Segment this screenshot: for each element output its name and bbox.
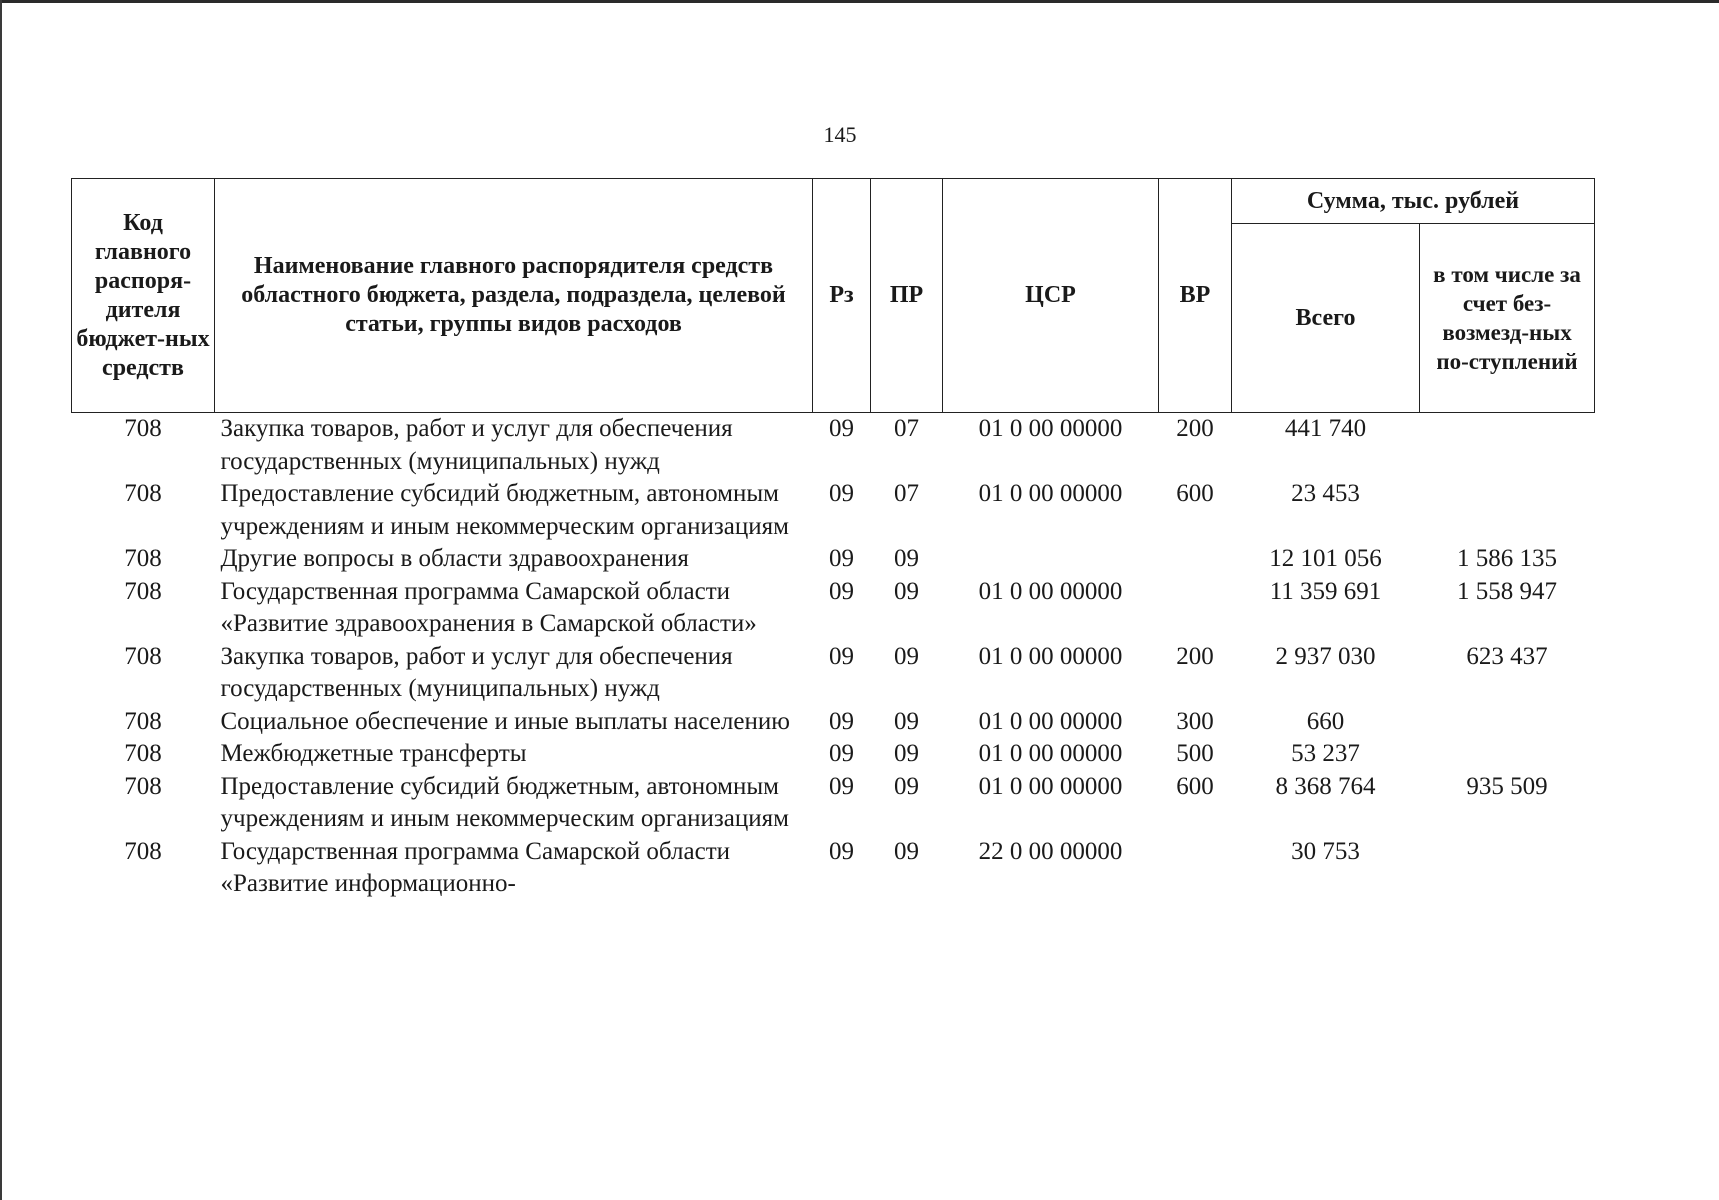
- cell-rz: 09: [829, 415, 854, 442]
- header-csr: ЦСР: [943, 179, 1159, 413]
- table-row: [72, 738, 1595, 771]
- cell-rz: 09: [829, 740, 854, 767]
- scan-border-left: [0, 0, 2, 1200]
- cell-vr: [1159, 836, 1232, 901]
- cell-vr: 200: [1176, 642, 1214, 670]
- cell-code: 708: [124, 577, 162, 605]
- cell-total: 11 359 691: [1269, 577, 1382, 605]
- cell-csr: 01 0 00 00000: [978, 480, 1123, 507]
- cell-csr: 22 0 00 00000: [978, 837, 1123, 865]
- table-row: [72, 771, 1595, 836]
- cell-name: Государственная программа Самарской области «Развитие информационно-: [220, 837, 730, 897]
- cell-name: Межбюджетные трансферты: [220, 740, 527, 767]
- budget-table: [71, 178, 1595, 901]
- header-free: в том числе за счет без-возмезд-ных по-ступлений: [1420, 224, 1595, 413]
- budget-table-container: [71, 178, 1594, 901]
- cell-rz: 09: [829, 480, 854, 507]
- cell-vr: 200: [1176, 415, 1214, 442]
- cell-total: 8 368 764: [1275, 772, 1376, 800]
- cell-rz: 09: [829, 707, 854, 735]
- cell-vr: 600: [1176, 772, 1214, 800]
- page-number: 145: [823, 122, 857, 147]
- cell-code: 708: [124, 642, 162, 670]
- cell-name: Социальное обеспечение и иные выплаты населению: [220, 707, 790, 735]
- table-row: [72, 641, 1595, 706]
- cell-pr: 09: [894, 545, 919, 572]
- cell-pr: 09: [894, 577, 919, 605]
- scan-border-top: [0, 0, 1719, 3]
- cell-pr: 09: [894, 707, 919, 735]
- cell-total: 2 937 030: [1275, 642, 1376, 670]
- cell-pr: 09: [894, 642, 919, 670]
- cell-total: 30 753: [1291, 837, 1360, 865]
- table-header-row: [72, 179, 1595, 224]
- cell-vr: [1159, 543, 1232, 576]
- header-total: Всего: [1232, 224, 1420, 413]
- header-rz: Рз: [813, 179, 871, 413]
- cell-name: Закупка товаров, работ и услуг для обеспечения государственных (муниципальных) нужд: [220, 642, 733, 702]
- cell-free: 1 558 947: [1457, 577, 1557, 605]
- cell-code: 708: [124, 772, 162, 800]
- cell-csr: 01 0 00 00000: [978, 707, 1123, 735]
- cell-name: Закупка товаров, работ и услуг для обеспечения государственных (муниципальных) нужд: [220, 415, 733, 475]
- cell-vr: 500: [1176, 740, 1214, 767]
- cell-name: Другие вопросы в области здравоохранения: [220, 545, 689, 572]
- table-row: [72, 836, 1595, 901]
- cell-rz: 09: [829, 545, 854, 572]
- table-row: [72, 543, 1595, 576]
- cell-free: [1420, 738, 1595, 771]
- cell-csr: 01 0 00 00000: [978, 772, 1123, 800]
- header-sum-group: Сумма, тыс. рублей: [1232, 179, 1595, 224]
- cell-name: Предоставление субсидий бюджетным, автономным учреждениям и иным некоммерческим организациям: [220, 772, 789, 832]
- cell-total: 660: [1306, 707, 1345, 735]
- cell-csr: 01 0 00 00000: [978, 415, 1123, 442]
- cell-total: 12 101 056: [1269, 545, 1382, 572]
- header-pr: ПР: [871, 179, 943, 413]
- cell-csr: 01 0 00 00000: [978, 642, 1123, 670]
- cell-code: 708: [124, 480, 162, 507]
- cell-csr: 01 0 00 00000: [978, 577, 1123, 605]
- cell-rz: 09: [829, 642, 854, 670]
- cell-free: [1420, 413, 1595, 479]
- cell-rz: 09: [829, 577, 854, 605]
- table-row: [72, 706, 1595, 739]
- cell-rz: 09: [829, 772, 854, 800]
- cell-free: 1 586 135: [1457, 545, 1557, 572]
- header-vr: ВР: [1159, 179, 1232, 413]
- cell-csr: [943, 543, 1159, 576]
- cell-free: 935 509: [1466, 772, 1548, 800]
- cell-total: 441 740: [1284, 415, 1367, 442]
- cell-pr: 07: [894, 480, 919, 507]
- cell-total: 23 453: [1291, 480, 1360, 507]
- cell-free: 623 437: [1466, 642, 1548, 670]
- table-body: [72, 413, 1595, 901]
- cell-free: [1420, 706, 1595, 739]
- cell-pr: 07: [894, 415, 919, 442]
- cell-pr: 09: [894, 740, 919, 767]
- cell-code: 708: [124, 740, 162, 767]
- cell-vr: [1159, 576, 1232, 641]
- header-name: Наименование главного распорядителя средств областного бюджета, раздела, подраздела, целевой статьи, группы видов расходов: [215, 179, 813, 413]
- header-code: Код главного распоря-дителя бюджет-ных средств: [72, 179, 215, 413]
- cell-code: 708: [124, 837, 162, 865]
- table-row: [72, 478, 1595, 543]
- cell-free: [1420, 478, 1595, 543]
- cell-name: Государственная программа Самарской области «Развитие здравоохранения в Самарской области»: [220, 577, 757, 637]
- table-row: [72, 576, 1595, 641]
- cell-csr: 01 0 00 00000: [978, 740, 1123, 767]
- table-row: [72, 413, 1595, 479]
- cell-code: 708: [124, 545, 162, 572]
- cell-total: 53 237: [1291, 740, 1360, 767]
- cell-vr: 300: [1176, 707, 1214, 735]
- cell-name: Предоставление субсидий бюджетным, автономным учреждениям и иным некоммерческим организациям: [220, 480, 789, 540]
- cell-code: 708: [124, 415, 162, 442]
- cell-pr: 09: [894, 837, 919, 865]
- cell-code: 708: [124, 707, 162, 735]
- cell-pr: 09: [894, 772, 919, 800]
- cell-rz: 09: [829, 837, 854, 865]
- cell-free: [1420, 836, 1595, 901]
- cell-vr: 600: [1176, 480, 1214, 507]
